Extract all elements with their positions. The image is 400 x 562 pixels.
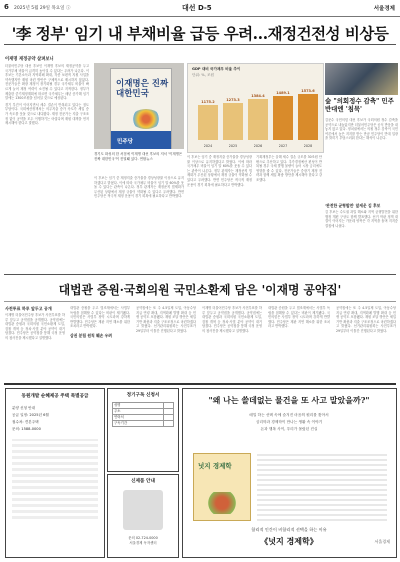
lead-paragraph: 더불어민주당 대선 후보인 이재명 후보의 재정공약을 두고 국가부채 비율이 급격히 높아질 수 있다는 우려가 나온다. 이 후보는 기본소득과 지역화폐 확대, 각종 보편적 지원 사업을 약속했지만 재원 마련 방안은 구체적으로 제시하지 않았다. 전문가들은 확장 재정이 장기화될 경우 국가채무 비율이 빠르게 늘어 재정 여력이 소진될 수 있다고 지적한다. 정부가 제출한 중기재정계획에 따르면 국가채무는 매년 증가해 임기 말에는 1300조원을 넘어설 것으로 예상된다.	[5, 64, 89, 101]
book-ad-quote: "왜 나는 쓸데없는 물건을 또 사고 말았을까?"	[208, 395, 370, 405]
left-ad-line: 분양 신청 안내	[12, 406, 36, 410]
chart-bar	[248, 99, 268, 140]
bottom-quote: 삼권 분립 원칙 훼손 우려	[70, 333, 112, 338]
book-ad-cover-title: 넛지 경제학	[198, 462, 232, 470]
left-ad-title: 동원개발 순혜제공 주택 특별공급	[21, 394, 89, 399]
left-ad	[5, 388, 105, 558]
chart-value-label: 1175.2	[201, 100, 215, 105]
chart-value-label: 1273.3	[226, 97, 240, 102]
left-ad-table	[12, 439, 98, 519]
bottom-col6: 공약집에는 또 주 4.5일제 도입, 아동수당 지급 연령 확대, 지역화폐 발행 확대 등 민생 공약도 포함됐다. 재원 조달 방안은 세입 기반 확충과 지출 구조조정으로 마련하겠다고 밝혔다. 선거관리위원회는 사전투표가 29일부터 이틀간 진행된다고 밝혔다.	[336, 306, 396, 333]
page-number: 6	[4, 3, 9, 11]
book-art	[131, 109, 161, 129]
right-headline: 숲 "의회정수 감축" 민주 반대엔 '침묵'	[325, 97, 394, 113]
coupon-field: 성명	[113, 403, 164, 409]
headline-rule	[4, 44, 396, 45]
infographic-unit: 단위: %, 조원	[192, 73, 214, 77]
coupon-field: 구독기간	[113, 421, 164, 427]
chart-bar	[273, 96, 293, 140]
middle-body-b	[256, 155, 322, 270]
left-ad-line: 문의: 1588-0000	[12, 427, 41, 431]
right-subhead: '완전한 균형발전' 앞세운 김 후보	[325, 203, 381, 208]
chart-bar	[198, 105, 218, 140]
right-body2: 김 후보는 수도권 과밀 해소와 지역 균형발전을 위한 행정 개편 구상도 함께 발표했다. 선거 막판 정책 대결이 이어지는 가운데 양측은 각 지역을 돌며 지지층 결집에 나섰다.	[325, 210, 398, 228]
product-image	[123, 490, 163, 530]
book-cover	[110, 68, 172, 149]
chart-bar	[223, 103, 243, 140]
bottom-subhead: 사전투표 하루 앞두고 공개	[5, 306, 52, 311]
book-ad-line: 매일 하는 선택 속에 숨겨진 마음의 원리를 찾아서	[249, 413, 329, 417]
section-rule	[4, 301, 396, 302]
book-title: 이재명은 진짜 대한민국	[116, 79, 169, 99]
chart-bar	[298, 94, 318, 140]
section-title: 대선 D-5	[182, 4, 212, 12]
book-publisher: 민주당	[117, 139, 133, 145]
book-ad-slogan: 합리적 인간이 비합리적 선택을 하는 이유	[251, 527, 327, 532]
bottom-col3: 공약집에는 또 주 4.5일제 도입, 아동수당 지급 연령 확대, 지역화폐 발행 확대 등 민생 공약도 포함됐다. 재원 조달 방안은 세입 기반 확충과 지출 구조조정으로 마련하겠다고 밝혔다. 선거관리위원회는 사전투표가 29일부터 이틀간 진행된다고 밝혔다.	[136, 306, 196, 333]
coupon-field: 연락처	[113, 415, 164, 421]
small-ad-lines	[108, 536, 178, 546]
book-ad-text-block	[257, 451, 387, 521]
left-ad-line: 접수처: 견본주택	[12, 420, 39, 424]
lead-body-col2	[94, 176, 184, 270]
lead-body-col1	[5, 64, 89, 270]
book-ad	[182, 388, 397, 558]
middle-body-a	[187, 155, 252, 270]
small-ad-title: 신제품 안내	[131, 479, 155, 484]
chart-value-label: 1384.4	[251, 94, 265, 99]
bottom-col2: 대법관 증원을 두고 법조계에서는 사법부 독립을 침해할 수 있다는 비판이 제기됐다. 국민의힘은 사법부 장악 시도라며 강하게 반발했다. 민주당은 재판 지연 해소를 위한 조치라고 반박했다.	[70, 306, 130, 329]
book-ad-cover-art	[200, 492, 244, 514]
middle-paragraph: 기획재정부는 올해 세수 결손 규모를 30조원 안팎으로 추산하고 있다. 추가경정예산 편성이 반복될 경우 국채 발행 물량이 늘어 시장 금리에도 영향을 줄 수 있다. 전문가들은 중장기 재정 전략과 함께 세입 확충 방안을 제시해야 한다고 강조했다.	[256, 155, 322, 182]
coupon-field: 주소	[113, 409, 164, 415]
chart-category-label: 2027	[278, 144, 288, 148]
coupon-title: 정기구독 신청서	[126, 393, 160, 398]
section-rule	[4, 274, 396, 275]
coupon-table	[112, 402, 174, 427]
book-ad-line: 심리학과 경제학이 만나는 생활 속 이야기	[255, 420, 323, 424]
small-ad-line: 서울경제 독자센터	[129, 541, 157, 545]
issue-date: 2025년 5월 29일 목요일 ⓘ	[14, 6, 71, 11]
coupon-box	[107, 388, 179, 472]
book-ad-brand: 《넛지 경제학》	[260, 536, 318, 546]
chart-category-label: 2025	[228, 144, 238, 148]
right-body: 김문수 국민의힘 대선 후보가 국회의원 정수 감축을 공약으로 내놓았지만 더불어민주당은 공식 반응을 내놓지 않고 있다. 정치권에서는 의원 정수 감축이 국민 여론에서 높은 지지를 받는 만큼 민주당이 반대 입장을 밝히기 부담스러워 한다는 해석이 나온다.	[325, 118, 398, 141]
lead-paragraph: 경기 부진이 이어지면서 세수 결손이 반복되고 있다는 점도 부담이다. 국회예산정책처는 의무지출 증가 속도가 세입 증가 속도를 웃돌 것으로 내다봤다. 재정 전문가는 지출 구조조정 없이 공약을 모두 이행하기는 어렵다며 재원 대책을 먼저 제시해야 한다고 말했다.	[5, 102, 89, 126]
ad-rule	[4, 383, 396, 385]
book-ad-publisher: 서울경제	[374, 539, 390, 544]
chart-category-label: 2026	[253, 144, 263, 148]
middle-paragraph: 이 후보는 임기 중 재정지출 증가율을 경상성장률 이상으로 유지하겠다고 밝혔다. 이에 따라 국가채무 비율이 임기 말 60%를 웃돌 수 있다는 관측이 나온다. 정부 관계자는 재정준칙 법제화가 무산된 상황에서 재정 규율이 약화될 수 있다고 우려했다. 반면 민주당은 적극적 재정 운용이 경기 회복에 필요하다고 반박했다.	[187, 155, 252, 187]
main-headline: '李 정부' 임기 내 부채비율 급등 우려…재정건전성 비상등	[11, 24, 389, 43]
bottom-col5: 대법관 증원을 두고 법조계에서는 사법부 독립을 침해할 수 있다는 비판이 제기됐다. 국민의힘은 사법부 장악 시도라며 강하게 반발했다. 민주당은 재판 지연 해소를 위한 조치라고 반박했다.	[268, 306, 330, 329]
paper-name: 서울경제	[373, 6, 395, 12]
lead-subhead: 이재명 재정공약 살펴보니	[5, 57, 54, 62]
money-photo	[325, 63, 398, 95]
bottom-col4: 이재명 더불어민주당 후보가 사전투표를 하루 앞두고 공약집을 공개했다. 공약집에는 대법관 증원과 국회의원 국민소환제 도입, 검찰 개혁 등 정치·사법 분야 공약이 대거 담겼다. 민주당은 공약집을 통해 국정 운영의 청사진을 제시했다고 설명했다.	[202, 306, 262, 333]
photo-caption: 경기도 화성의 한 서점에 이재명 대선 후보의 저서 '이재명은 진짜 대한민국'이 진열돼 있다. 연합뉴스	[94, 152, 183, 161]
second-headline: 대법관 증원·국회의원 국민소환제 담은 '이재명 공약집'	[58, 283, 342, 297]
chart-value-label: 1573.6	[301, 88, 315, 93]
page-header	[0, 0, 400, 17]
small-ad-line: 문의 02-724-0000	[128, 536, 158, 540]
book-ad-line: 돈과 행복 사이, 우리가 몰랐던 진실	[260, 427, 318, 431]
debt-infographic	[187, 63, 324, 153]
left-ad-lines	[12, 405, 98, 433]
small-ad	[107, 474, 179, 558]
chart-value-label: 1489.1	[276, 91, 290, 96]
middle-paragraph: 이 후보는 임기 중 재정지출 증가율을 경상성장률 이상으로 유지하겠다고 밝혔다. 이에 따라 국가채무 비율이 임기 말 60%를 웃돌 수 있다는 관측이 나온다. 정부 관계자는 재정준칙 법제화가 무산된 상황에서 재정 규율이 약화될 수 있다고 우려했다. 반면 민주당은 적극적 재정 운용이 경기 회복에 필요하다고 반박했다.	[94, 176, 184, 199]
left-ad-line: 공급 일정: 2025년 6월	[12, 413, 49, 417]
chart-category-label: 2024	[203, 144, 213, 148]
infographic-title: GDP 대비 국가채무 비율 추이	[192, 67, 241, 71]
book-ad-cover	[193, 453, 251, 521]
chart-category-label: 2028	[303, 144, 313, 148]
bottom-col1: 이재명 더불어민주당 후보가 사전투표를 하루 앞두고 공약집을 공개했다. 공약집에는 대법관 증원과 국회의원 국민소환제 도입, 검찰 개혁 등 정치·사법 분야 공약이 대거 담겼다. 민주당은 공약집을 통해 국정 운영의 청사진을 제시했다고 설명했다.	[5, 313, 65, 340]
book-photo	[94, 63, 184, 149]
